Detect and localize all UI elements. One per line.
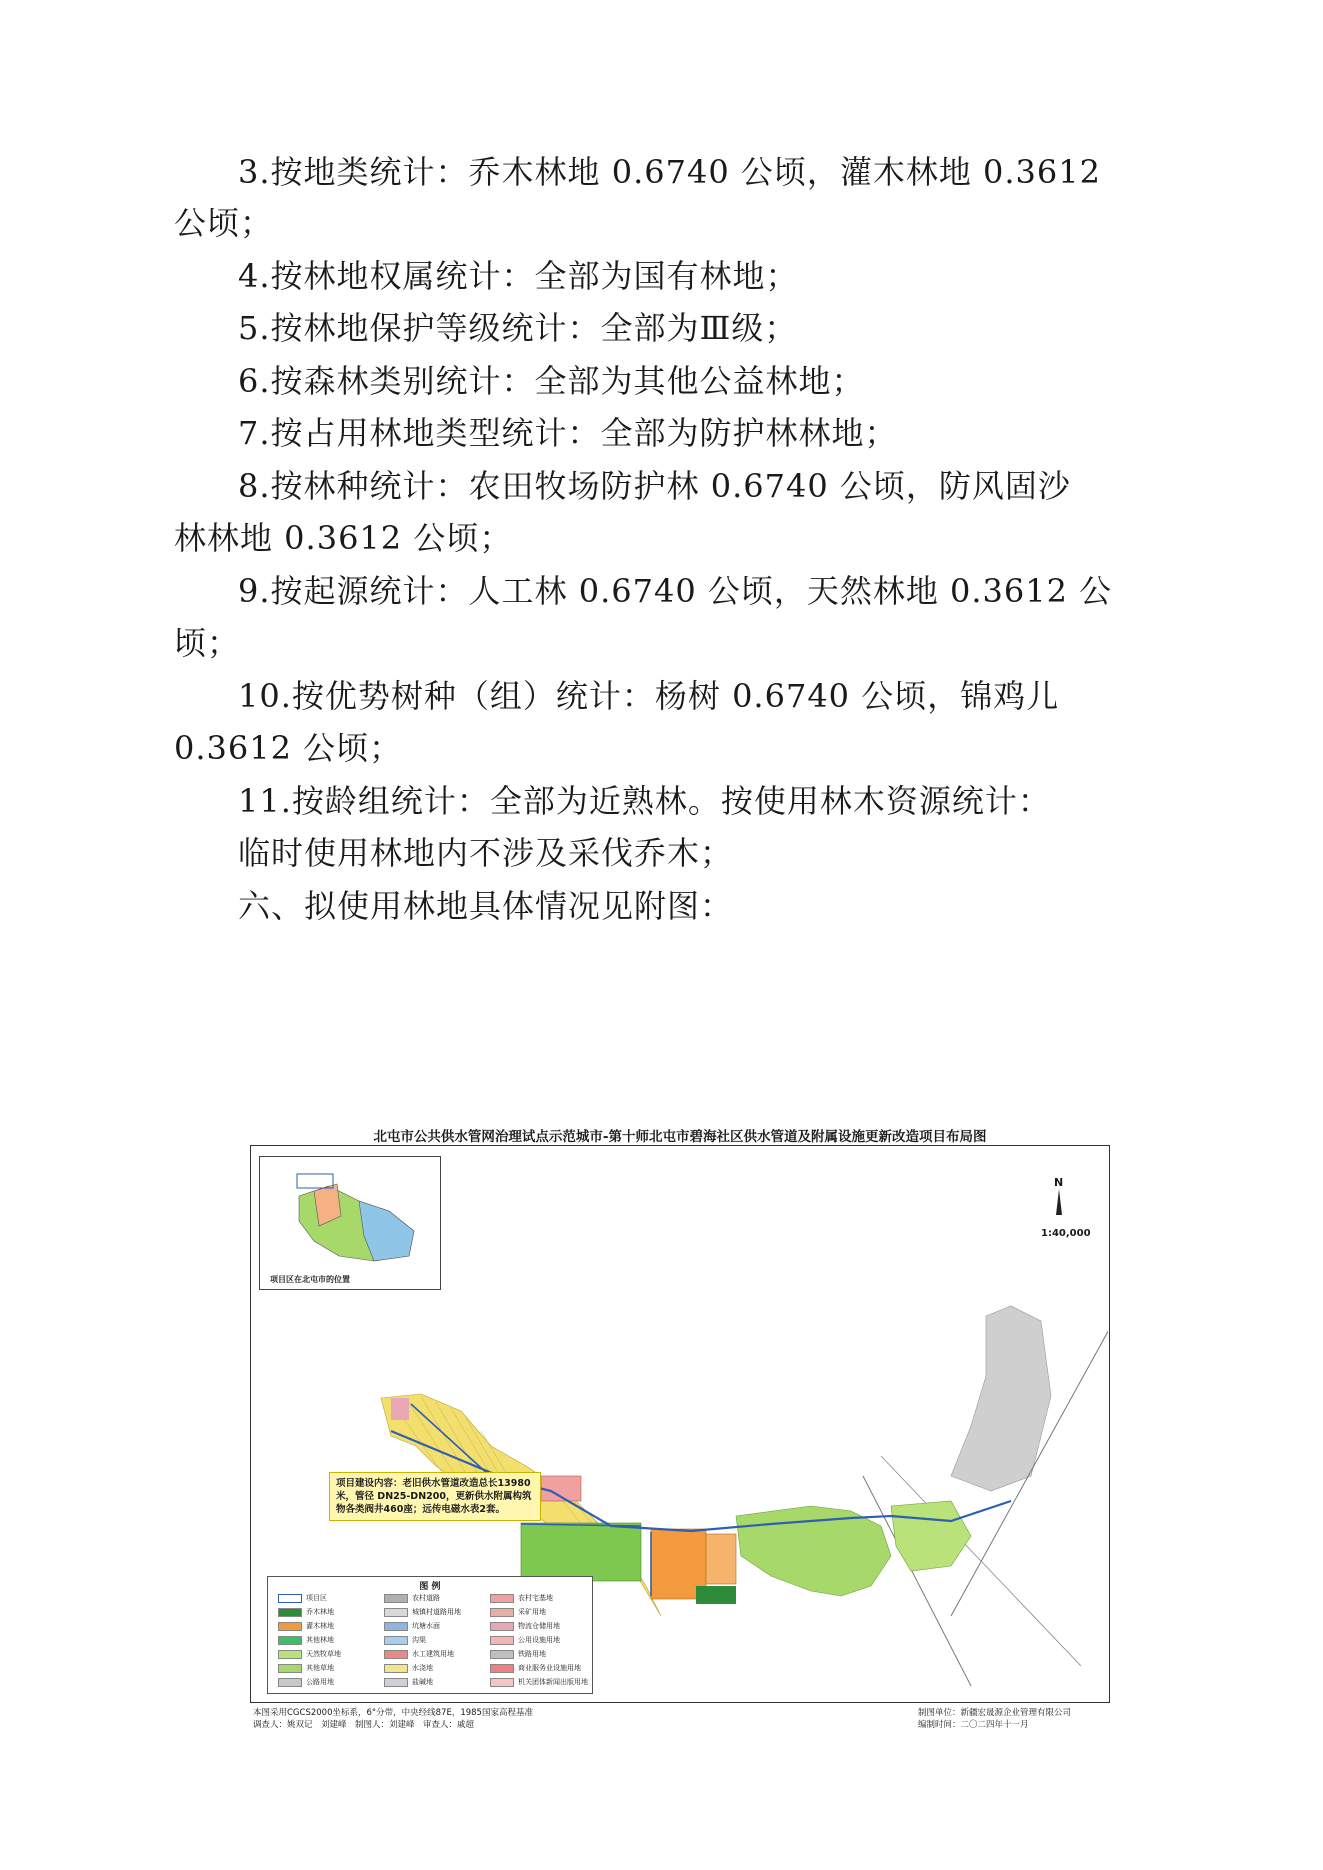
legend-item (490, 1621, 560, 1632)
legend-item (278, 1677, 334, 1688)
legend-item (278, 1621, 334, 1632)
project-callout: 项目建设内容：老旧供水管道改造总长13980米，管径 DN25-DN200，更新供水附属构筑物各类阀井460座；远传电磁水表2套。 (329, 1472, 541, 1521)
grey-area (951, 1306, 1051, 1491)
paragraph-line-3: 4.按林地权属统计：全部为国有林地； (238, 257, 799, 295)
legend-swatch (384, 1664, 408, 1673)
legend-swatch (490, 1608, 514, 1617)
legend-label: 公路用地 (306, 1678, 334, 1686)
legend-swatch (278, 1664, 302, 1673)
legend-item (384, 1621, 440, 1632)
legend-label: 坑塘水面 (412, 1622, 440, 1630)
paragraph-line-10: 顷； (174, 624, 241, 662)
legend-label: 商业服务业设施用地 (518, 1664, 581, 1672)
paragraph-line-14: 临时使用林地内不涉及采伐乔木； (238, 834, 734, 872)
legend-item (278, 1663, 334, 1674)
paragraph-line-4: 5.按林地保护等级统计：全部为Ⅲ级； (238, 309, 798, 347)
legend-label: 沟渠 (412, 1636, 426, 1644)
legend-label: 水浇地 (412, 1664, 433, 1672)
grassland-patch (736, 1506, 891, 1596)
inset-caption: 项目区在北屯市的位置 (270, 1274, 350, 1284)
map-figure (250, 1145, 1110, 1703)
legend-item (384, 1649, 454, 1660)
legend-swatch (490, 1622, 514, 1631)
legend-label: 其他林地 (306, 1636, 334, 1644)
legend-label: 天然牧草地 (306, 1650, 341, 1658)
paragraph-line-7: 8.按林种统计：农田牧场防护林 0.6740 公顷，防风固沙 (238, 467, 1071, 505)
legend-swatch (278, 1678, 302, 1687)
legend-item (384, 1677, 433, 1688)
legend-swatch (384, 1650, 408, 1659)
legend-label: 铁路用地 (518, 1650, 546, 1658)
legend-label: 其他草地 (306, 1664, 334, 1672)
paragraph-line-1: 3.按地类统计：乔木林地 0.6740 公顷，灌木林地 0.3612 (238, 153, 1101, 191)
legend-swatch (384, 1594, 408, 1603)
legend-swatch (384, 1608, 408, 1617)
legend-item (490, 1635, 560, 1646)
legend-label: 农村宅基地 (518, 1594, 553, 1602)
map-footer-date: 编制时间：二〇二四年十一月 (918, 1720, 1029, 1730)
legend-label: 城镇村道路用地 (412, 1608, 461, 1616)
paragraph-line-6: 7.按占用林地类型统计：全部为防护林林地； (238, 414, 898, 452)
legend-label: 灌木林地 (306, 1622, 334, 1630)
map-legend (267, 1576, 593, 1694)
paragraph-line-5: 6.按森林类别统计：全部为其他公益林地； (238, 362, 865, 400)
grassland-patch (521, 1523, 641, 1581)
paragraph-line-11: 10.按优势树种（组）统计：杨树 0.6740 公顷，锦鸡儿 (238, 677, 1060, 715)
legend-swatch (384, 1622, 408, 1631)
legend-swatch (278, 1622, 302, 1631)
north-arrow-icon: N (1054, 1176, 1063, 1215)
location-inset (259, 1156, 441, 1290)
legend-label: 水工建筑用地 (412, 1650, 454, 1658)
legend-item (384, 1593, 440, 1604)
legend-swatch (278, 1594, 302, 1603)
legend-swatch (384, 1636, 408, 1645)
legend-item (384, 1635, 426, 1646)
paragraph-line-2: 公顷； (174, 204, 274, 242)
legend-item (490, 1677, 588, 1688)
orange-shrubland-patch (706, 1534, 736, 1584)
legend-swatch (490, 1678, 514, 1687)
legend-label: 项目区 (306, 1594, 327, 1602)
legend-swatch (490, 1650, 514, 1659)
map-footer-organization: 制图单位：新疆宏晟源企业管理有限公司 (918, 1708, 1072, 1718)
legend-swatch (490, 1594, 514, 1603)
legend-item (278, 1635, 334, 1646)
map-footer-coordinate-note: 本图采用CGCS2000坐标系，6°分带，中央经线87E，1985国家高程基准 (253, 1708, 533, 1718)
legend-label: 机关团体新闻出版用地 (518, 1678, 588, 1686)
map-scale: 1:40,000 (1041, 1228, 1091, 1239)
paragraph-line-15: 六、拟使用林地具体情况见附图： (238, 887, 734, 925)
grassland-patch (891, 1501, 971, 1571)
paragraph-line-9: 9.按起源统计：人工林 0.6740 公顷，天然林地 0.3612 公 (238, 572, 1113, 610)
paragraph-line-8: 林林地 0.3612 公顷； (174, 519, 513, 557)
legend-swatch (278, 1608, 302, 1617)
legend-item (490, 1649, 546, 1660)
legend-label: 采矿用地 (518, 1608, 546, 1616)
legend-swatch (278, 1636, 302, 1645)
legend-title: 图 例 (419, 1582, 441, 1592)
paragraph-line-12: 0.3612 公顷； (174, 729, 403, 767)
legend-swatch (384, 1678, 408, 1687)
legend-item (384, 1663, 433, 1674)
legend-label: 农村道路 (412, 1594, 440, 1602)
legend-label: 盐碱地 (412, 1678, 433, 1686)
legend-item (278, 1593, 327, 1604)
legend-item (490, 1663, 581, 1674)
paragraph-line-13: 11.按龄组统计：全部为近熟林。按使用林木资源统计： (238, 782, 1051, 820)
legend-item (278, 1649, 341, 1660)
map-footer-staff: 调查人：姚双记 刘建峰 制图人：刘建峰 审查人：戚超 (253, 1720, 475, 1730)
legend-swatch (490, 1636, 514, 1645)
legend-item (490, 1607, 546, 1618)
legend-item (278, 1607, 334, 1618)
legend-label: 物流仓储用地 (518, 1622, 560, 1630)
map-title: 北屯市公共供水管网治理试点示范城市-第十师北屯市碧海社区供水管道及附属设施更新改造项目布局图 (373, 1129, 987, 1145)
settlement-patch (391, 1398, 409, 1420)
legend-swatch (490, 1664, 514, 1673)
legend-item (384, 1607, 461, 1618)
legend-swatch (278, 1650, 302, 1659)
legend-label: 公用设施用地 (518, 1636, 560, 1644)
forest-patch (696, 1586, 736, 1604)
legend-label: 乔木林地 (306, 1608, 334, 1616)
legend-item (490, 1593, 553, 1604)
